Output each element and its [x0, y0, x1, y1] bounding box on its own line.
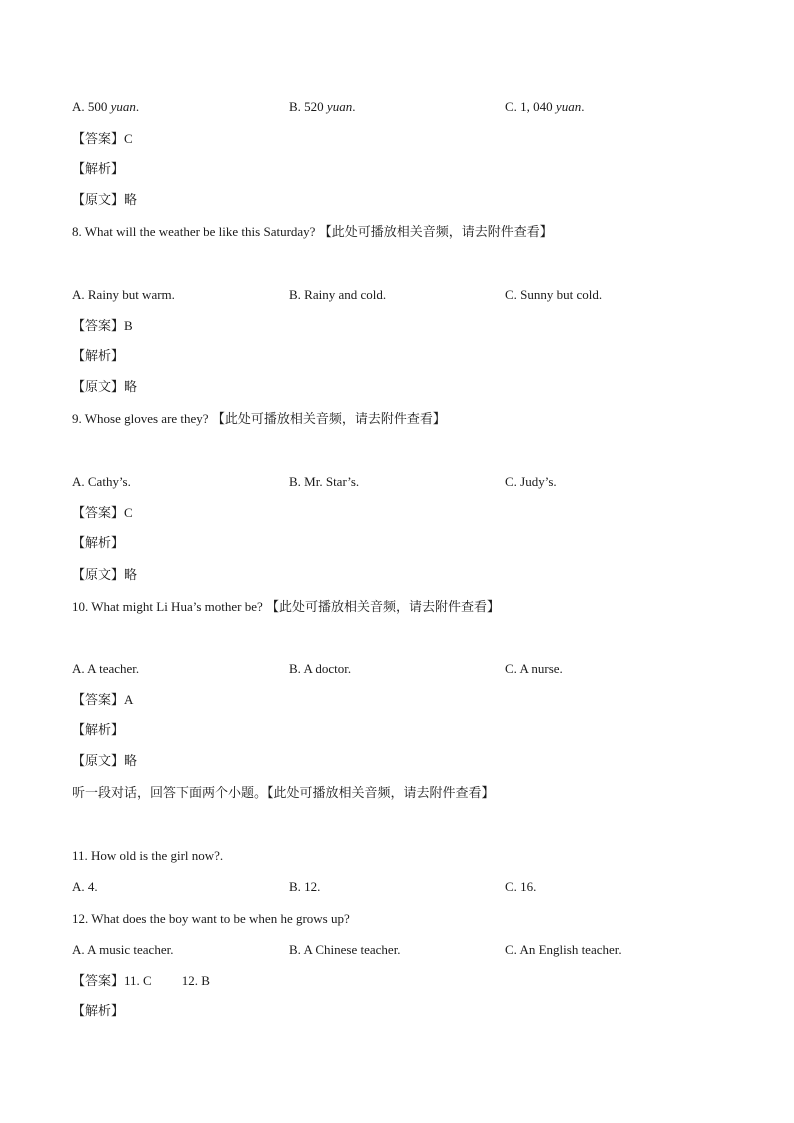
q7-answer: 【答案】C — [72, 131, 133, 147]
q12-option-c: C. An English teacher. — [505, 942, 622, 957]
q10-question: 10. What might Li Hua’s mother be? 【此处可播放相关音频，请去附件查看】 — [72, 599, 501, 615]
q9-question: 9. Whose gloves are they? 【此处可播放相关音频，请去附件查看】 — [72, 411, 446, 427]
q8-answer: 【答案】B — [72, 318, 133, 334]
q10-analysis: 【解析】 — [72, 723, 125, 738]
q10-original: 【原文】略 — [72, 754, 138, 769]
q12-option-a: A. A music teacher. — [72, 942, 174, 957]
q7-option-a: A. 500 yuan. — [72, 99, 140, 114]
q10-option-b: B. A doctor. — [289, 661, 352, 676]
q8-option-a: A. Rainy but warm. — [72, 287, 175, 302]
q11-option-a: A. 4. — [72, 879, 98, 894]
q8-option-b: B. Rainy and cold. — [289, 287, 387, 302]
q9-analysis: 【解析】 — [72, 536, 125, 551]
q12-question: 12. What does the boy want to be when he grows up? — [72, 911, 350, 926]
group-analysis: 【解析】 — [72, 1004, 125, 1019]
q10-answer: 【答案】A — [72, 692, 134, 708]
q11-option-c: C. 16. — [505, 879, 537, 894]
q8-option-c: C. Sunny but cold. — [505, 287, 603, 302]
q8-original: 【原文】略 — [72, 380, 138, 395]
q7-option-b: B. 520 yuan. — [289, 99, 356, 114]
q11-option-b: B. 12. — [289, 879, 321, 894]
q11-question: 11. How old is the girl now?. — [72, 848, 224, 863]
q12-option-b: B. A Chinese teacher. — [289, 942, 401, 957]
q9-option-c: C. Judy’s. — [505, 474, 557, 489]
q7-analysis: 【解析】 — [72, 162, 125, 177]
q9-option-a: A. Cathy’s. — [72, 474, 131, 489]
q9-answer: 【答案】C — [72, 505, 133, 521]
q10-option-c: C. A nurse. — [505, 661, 563, 676]
group-answer: 【答案】11. C 12. B — [72, 973, 210, 989]
q10-option-a: A. A teacher. — [72, 661, 140, 676]
q8-analysis: 【解析】 — [72, 349, 125, 364]
q9-original: 【原文】略 — [72, 568, 138, 583]
q7-original: 【原文】略 — [72, 193, 138, 208]
q7-option-c: C. 1, 040 yuan. — [505, 99, 585, 114]
group-instruction: 听一段对话，回答下面两个小题。【此处可播放相关音频，请去附件查看】 — [72, 786, 495, 801]
q8-question: 8. What will the weather be like this Saturday? 【此处可播放相关音频，请去附件查看】 — [72, 224, 553, 240]
q9-option-b: B. Mr. Star’s. — [289, 474, 360, 489]
